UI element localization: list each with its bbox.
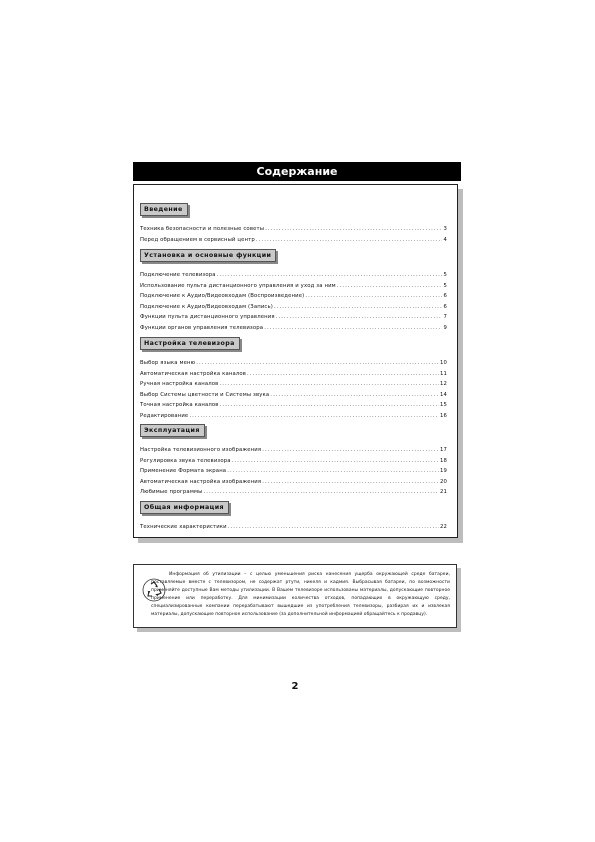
leader-dots bbox=[219, 379, 439, 390]
toc-entry[interactable] bbox=[140, 302, 447, 313]
section-introduction bbox=[140, 196, 447, 245]
entry-list bbox=[140, 522, 447, 533]
toc-entry[interactable] bbox=[140, 390, 447, 401]
entry-title: Любимые программы bbox=[140, 489, 203, 495]
leader-dots bbox=[232, 456, 439, 467]
toc-entry[interactable] bbox=[140, 379, 447, 390]
entry-list bbox=[140, 358, 447, 421]
section-operation bbox=[140, 417, 447, 498]
entry-title: Выбор языка меню bbox=[140, 360, 196, 366]
entry-page: 16 bbox=[439, 412, 447, 419]
entry-title: Автоматическая настройка каналов bbox=[140, 370, 247, 377]
section-heading: Установка и основные функции bbox=[140, 249, 276, 262]
entry-title: Редактирование bbox=[140, 412, 189, 419]
toc-entry[interactable] bbox=[140, 466, 447, 477]
entry-page: 19 bbox=[439, 468, 447, 474]
leader-dots bbox=[337, 281, 443, 292]
table-of-contents bbox=[133, 184, 458, 538]
entry-page: 9 bbox=[443, 324, 447, 331]
entry-page: 10 bbox=[439, 360, 447, 366]
entry-page: 20 bbox=[439, 478, 447, 485]
entry-page: 5 bbox=[443, 282, 447, 289]
toc-entry[interactable] bbox=[140, 358, 447, 369]
entry-page: 5 bbox=[443, 272, 447, 278]
entry-page: 22 bbox=[439, 524, 447, 530]
entry-page: 17 bbox=[439, 447, 447, 453]
section-general-info bbox=[140, 494, 447, 533]
entry-title: Регулировка звука телевизора bbox=[140, 457, 231, 464]
section-heading: Настройка телевизора bbox=[140, 337, 240, 350]
entry-title: Подключение к Аудио/Видеовходам (Воспроизведение) bbox=[140, 293, 305, 299]
entry-page: 6 bbox=[443, 303, 447, 310]
entry-title: Использование пульта дистанционного управления и уход за ним bbox=[140, 282, 336, 289]
entry-title: Подключение телевизора bbox=[140, 272, 216, 278]
leader-dots bbox=[220, 400, 439, 411]
entry-page: 11 bbox=[439, 370, 447, 377]
entry-page: 18 bbox=[439, 457, 447, 464]
toc-entry[interactable] bbox=[140, 312, 447, 323]
leader-dots bbox=[217, 270, 443, 281]
entry-title: Техника безопасности и полезные советы bbox=[140, 226, 265, 232]
entry-page: 12 bbox=[439, 381, 447, 387]
entry-page: 7 bbox=[443, 314, 447, 320]
page-number: 2 bbox=[291, 681, 299, 692]
toc-entry[interactable] bbox=[140, 477, 447, 488]
entry-title: Функции органов управления телевизора bbox=[140, 324, 264, 331]
entry-page: 14 bbox=[439, 391, 447, 398]
entry-list bbox=[140, 270, 447, 333]
toc-entry[interactable] bbox=[140, 456, 447, 467]
leader-dots bbox=[228, 522, 439, 533]
entry-page: 21 bbox=[439, 489, 447, 495]
section-installation bbox=[140, 242, 447, 333]
toc-entry[interactable] bbox=[140, 445, 447, 456]
toc-entry[interactable] bbox=[140, 281, 447, 292]
entry-page: 6 bbox=[443, 293, 447, 299]
toc-entry[interactable] bbox=[140, 369, 447, 380]
leader-dots bbox=[227, 466, 439, 477]
leader-dots bbox=[196, 358, 439, 369]
note-text: Информация об утилизации – с целью уменьшения риска нанесения ущерба окружающей среде батареи, поставляемые вместе с телевизором, не содержат ртути, никеля и кадмия. Выбрасывая батареи, по возможности применяйте доступные Вам методы утилизации. В Вашем телевизоре использованы материалы, допускающие повторное применение или переработку. Для минимизации количества отходов, попадающих в окружающую среду, специализированные компании перерабатывают вышедшие из употребления телевизоры, разбирая их и извлекая материалы, допускающие повторное использование (за дополнительной информацией обращайтесь к продавцу). bbox=[151, 572, 450, 617]
toc-entry[interactable] bbox=[140, 400, 447, 411]
toc-entry[interactable] bbox=[140, 224, 447, 235]
entry-title: Функции пульта дистанционного управления bbox=[140, 314, 275, 320]
entry-title: Ручная настройка каналов bbox=[140, 381, 219, 387]
leader-dots bbox=[265, 224, 442, 235]
leader-dots bbox=[276, 312, 443, 323]
entry-title: Подключение к Аудио/Видеовходам (Запись) bbox=[140, 303, 273, 310]
entry-title: Перед обращением в сервисный центр bbox=[140, 236, 255, 243]
page-title: Содержание bbox=[133, 162, 461, 181]
leader-dots bbox=[262, 445, 439, 456]
entry-title: Настройка телевизионного изображения bbox=[140, 447, 262, 453]
entry-title: Технические характеристики bbox=[140, 524, 227, 530]
section-heading: Эксплуатация bbox=[140, 424, 205, 437]
entry-page: 4 bbox=[443, 236, 447, 243]
toc-entry[interactable] bbox=[140, 270, 447, 281]
entry-title: Точная настройка каналов bbox=[140, 402, 219, 408]
section-heading: Введение bbox=[140, 203, 188, 216]
entry-title: Применение Формата экрана bbox=[140, 468, 227, 474]
entry-page: 3 bbox=[443, 226, 447, 232]
toc-entry[interactable] bbox=[140, 291, 447, 302]
leader-dots bbox=[270, 390, 439, 401]
section-heading: Общая информация bbox=[140, 501, 229, 514]
section-tv-setup bbox=[140, 330, 447, 421]
entry-title: Выбор Системы цветности и Системы звука bbox=[140, 391, 270, 398]
leader-dots bbox=[247, 369, 439, 380]
recycling-note bbox=[133, 564, 457, 628]
entry-title: Автоматическая настройка изображения bbox=[140, 478, 262, 485]
entry-page: 15 bbox=[439, 402, 447, 408]
leader-dots bbox=[305, 291, 442, 302]
leader-dots bbox=[262, 477, 439, 488]
entry-list bbox=[140, 445, 447, 498]
leader-dots bbox=[274, 302, 442, 313]
toc-entry[interactable] bbox=[140, 522, 447, 533]
